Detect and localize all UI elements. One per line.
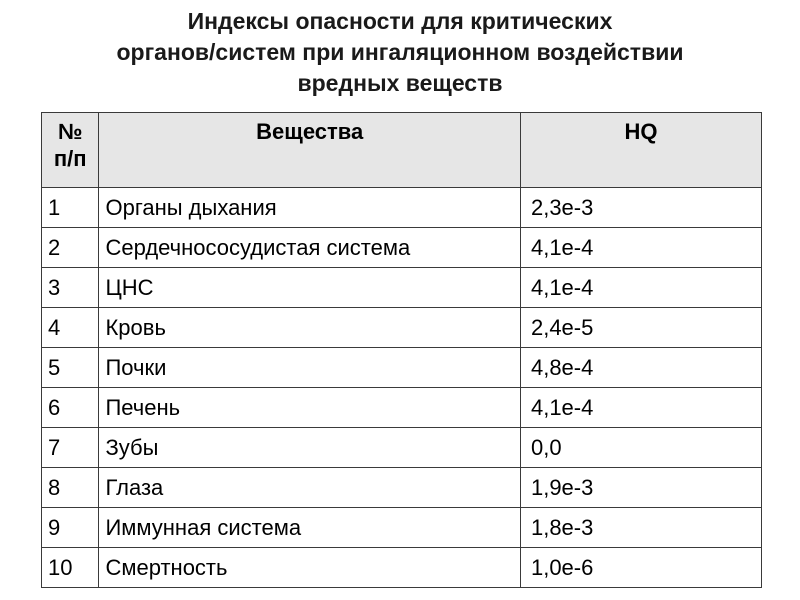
row-substance: Кровь — [99, 308, 521, 348]
row-number: 5 — [42, 348, 99, 388]
row-number: 4 — [42, 308, 99, 348]
row-hq-value: 1,9е-3 — [520, 468, 761, 508]
table-row — [42, 388, 762, 428]
row-hq-value: 2,3е-3 — [520, 188, 761, 228]
row-substance: Смертность — [99, 548, 521, 588]
row-number: 9 — [42, 508, 99, 548]
row-hq-value: 4,1е-4 — [520, 388, 761, 428]
row-substance: Органы дыхания — [99, 188, 521, 228]
hazard-index-table — [41, 112, 762, 588]
row-number: 8 — [42, 468, 99, 508]
row-hq-value: 4,8е-4 — [520, 348, 761, 388]
header-row — [42, 113, 762, 188]
title-line-2: органов/систем при ингаляционном воздействии — [116, 39, 684, 65]
table-row — [42, 508, 762, 548]
title-line-3: вредных веществ — [297, 70, 503, 96]
row-hq-value: 2,4е-5 — [520, 308, 761, 348]
table-header — [42, 113, 762, 188]
row-substance: Иммунная система — [99, 508, 521, 548]
header-number — [42, 113, 99, 188]
row-substance: Сердечнососудистая система — [99, 228, 521, 268]
header-substance: Вещества — [99, 113, 521, 188]
row-number: 7 — [42, 428, 99, 468]
row-substance: ЦНС — [99, 268, 521, 308]
table-row — [42, 308, 762, 348]
table-row — [42, 228, 762, 268]
table-row — [42, 428, 762, 468]
header-number-line-1: № — [57, 119, 83, 144]
header-number-line-2: п/п — [53, 146, 87, 171]
row-substance: Зубы — [99, 428, 521, 468]
row-substance: Почки — [99, 348, 521, 388]
table-row — [42, 268, 762, 308]
row-hq-value: 0,0 — [520, 428, 761, 468]
row-hq-value: 4,1е-4 — [520, 228, 761, 268]
table-row — [42, 548, 762, 588]
table-body — [42, 188, 762, 588]
table-row — [42, 348, 762, 388]
row-hq-value: 1,0е-6 — [520, 548, 761, 588]
row-hq-value: 4,1е-4 — [520, 268, 761, 308]
header-hq: HQ — [520, 113, 761, 188]
row-number: 6 — [42, 388, 99, 428]
row-number: 1 — [42, 188, 99, 228]
row-hq-value: 1,8е-3 — [520, 508, 761, 548]
page-title — [0, 6, 800, 99]
row-number: 2 — [42, 228, 99, 268]
table-row — [42, 468, 762, 508]
table-row — [42, 188, 762, 228]
row-number: 3 — [42, 268, 99, 308]
row-substance: Печень — [99, 388, 521, 428]
title-line-1: Индексы опасности для критических — [187, 8, 613, 34]
row-number: 10 — [42, 548, 99, 588]
row-substance: Глаза — [99, 468, 521, 508]
